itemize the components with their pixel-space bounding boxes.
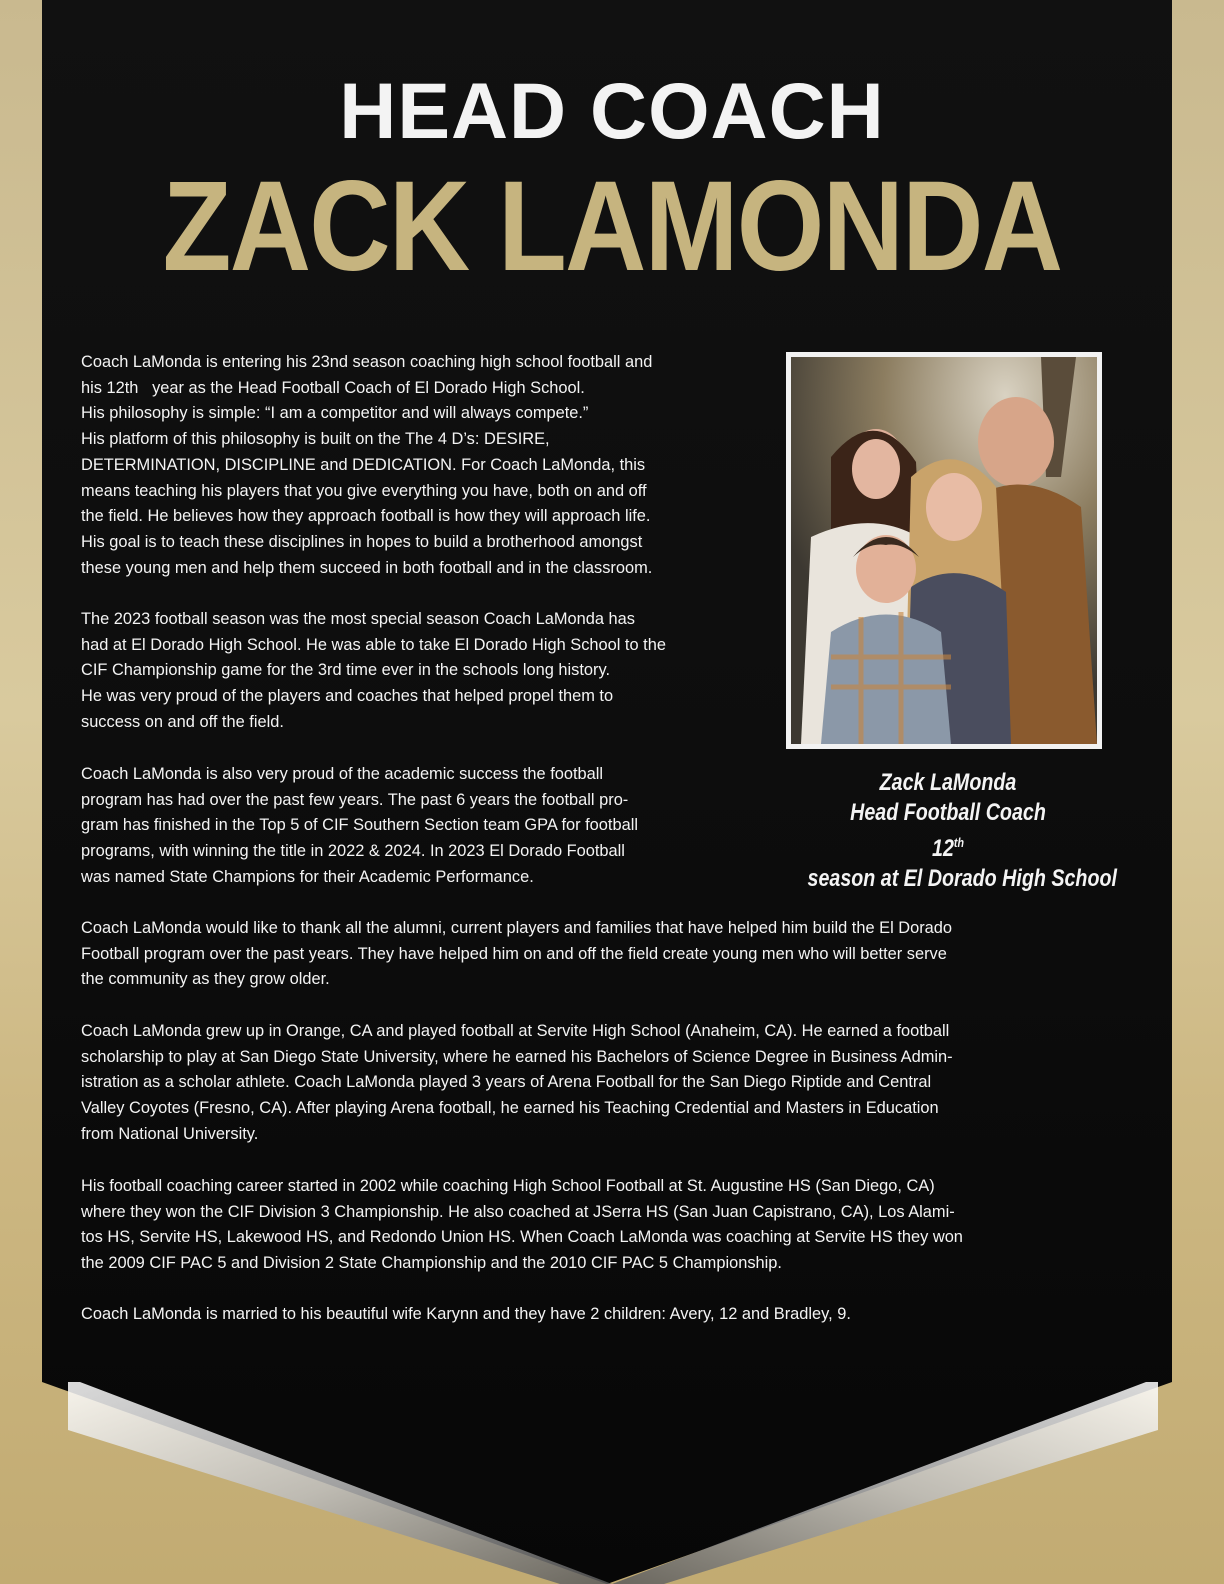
text-line: these young men and help them succeed in both football and in the classroom.	[81, 558, 653, 577]
text-line: His philosophy is simple: “I am a competitor and will always compete.”	[81, 404, 589, 423]
text-line: program has had over the past few years. The past 6 years the football pro-	[81, 790, 629, 809]
family-photo-illustration	[791, 357, 1097, 744]
title-head-coach: HEAD COACH	[339, 66, 885, 155]
bio-paragraph-1	[81, 350, 771, 581]
caption-role: Head Football Coach	[850, 799, 1046, 826]
bio-paragraph-6	[81, 1174, 1141, 1277]
text-line: means teaching his players that you give everything you have, both on and off	[81, 481, 647, 500]
family-photo-frame	[786, 352, 1102, 749]
bio-paragraph-5	[81, 1019, 1141, 1148]
text-line: He was very proud of the players and coaches that helped propel them to	[81, 687, 614, 706]
caption-season-number: 12	[932, 835, 954, 862]
bio-paragraph-3	[81, 762, 771, 891]
text-line: had at El Dorado High School. He was able to take El Dorado High School to the	[81, 635, 666, 654]
text-line: His platform of this philosophy is built on the The 4 D’s: DESIRE,	[81, 430, 550, 449]
caption-season-suffix: th	[953, 835, 964, 850]
title-coach-name: ZACK LAMONDA	[162, 155, 1062, 298]
text-line: Coach LaMonda is entering his 23nd season coaching high school football and	[81, 353, 653, 371]
caption-season-text: season at El Dorado High School	[802, 865, 1117, 892]
text-line: where they won the CIF Division 3 Championship. He also coached at JSerra HS (San Juan Capistrano, CA), Los Alami-	[81, 1202, 955, 1221]
text-line: programs, with winning the title in 2022 & 2024. In 2023 El Dorado Football	[81, 842, 625, 861]
text-line: his 12th year as the Head Football Coach of El Dorado High School.	[81, 378, 585, 397]
text-line: scholarship to play at San Diego State University, where he earned his Bachelors of Science Degree in Business Admin-	[81, 1047, 953, 1066]
text-line: tos HS, Servite HS, Lakewood HS, and Redondo Union HS. When Coach LaMonda was coaching at Servite HS they won	[81, 1228, 963, 1247]
text-line: Coach LaMonda grew up in Orange, CA and played football at Servite High School (Anaheim, CA). He earned a football	[81, 1022, 950, 1040]
text-line: istration as a scholar athlete. Coach LaMonda played 3 years of Arena Football for the San Diego Riptide and Central	[81, 1073, 932, 1092]
photo-caption	[802, 768, 1117, 894]
text-line: His football coaching career started in 2002 while coaching High School Football at St. Augustine HS (San Diego, CA)	[81, 1177, 935, 1195]
text-line: the field. He believes how they approach football is how they will approach life.	[81, 507, 651, 526]
text-line: was named State Champions for their Academic Performance.	[81, 867, 534, 886]
text-line: Coach LaMonda is also very proud of the academic success the football	[81, 765, 604, 783]
text-line: Coach LaMonda is married to his beautiful wife Karynn and they have 2 children: Avery, 12 and Bradley, 9.	[81, 1305, 851, 1323]
text-line: gram has finished in the Top 5 of CIF Southern Section team GPA for football	[81, 816, 638, 835]
text-line: His goal is to teach these disciplines in hopes to build a brotherhood amongst	[81, 532, 643, 551]
bio-paragraph-4	[81, 916, 1141, 993]
bio-paragraph-7	[81, 1302, 1141, 1328]
text-line: Football program over the past years. They have helped him on and off the field create young men who will better serve	[81, 944, 947, 963]
text-line: The 2023 football season was the most special season Coach LaMonda has	[81, 610, 635, 628]
family-photo	[791, 357, 1097, 744]
text-line: CIF Championship game for the 3rd time ever in the schools long history.	[81, 661, 610, 680]
bio-paragraph-2	[81, 607, 771, 736]
text-line: the community as they grow older.	[81, 970, 330, 989]
caption-season	[802, 828, 1117, 894]
text-line: success on and off the field.	[81, 712, 284, 731]
caption-name: Zack LaMonda	[879, 769, 1017, 796]
text-line: Valley Coyotes (Fresno, CA). After playing Arena football, he earned his Teaching Credential and Masters in Education	[81, 1099, 939, 1118]
text-line: Coach LaMonda would like to thank all the alumni, current players and families that have helped him build the El Dorado	[81, 919, 953, 937]
text-line: from National University.	[81, 1124, 259, 1143]
text-line: the 2009 CIF PAC 5 and Division 2 State Championship and the 2010 CIF PAC 5 Championship.	[81, 1254, 782, 1273]
text-line: DETERMINATION, DISCIPLINE and DEDICATION. For Coach LaMonda, this	[81, 455, 646, 474]
page-title	[0, 66, 1224, 302]
